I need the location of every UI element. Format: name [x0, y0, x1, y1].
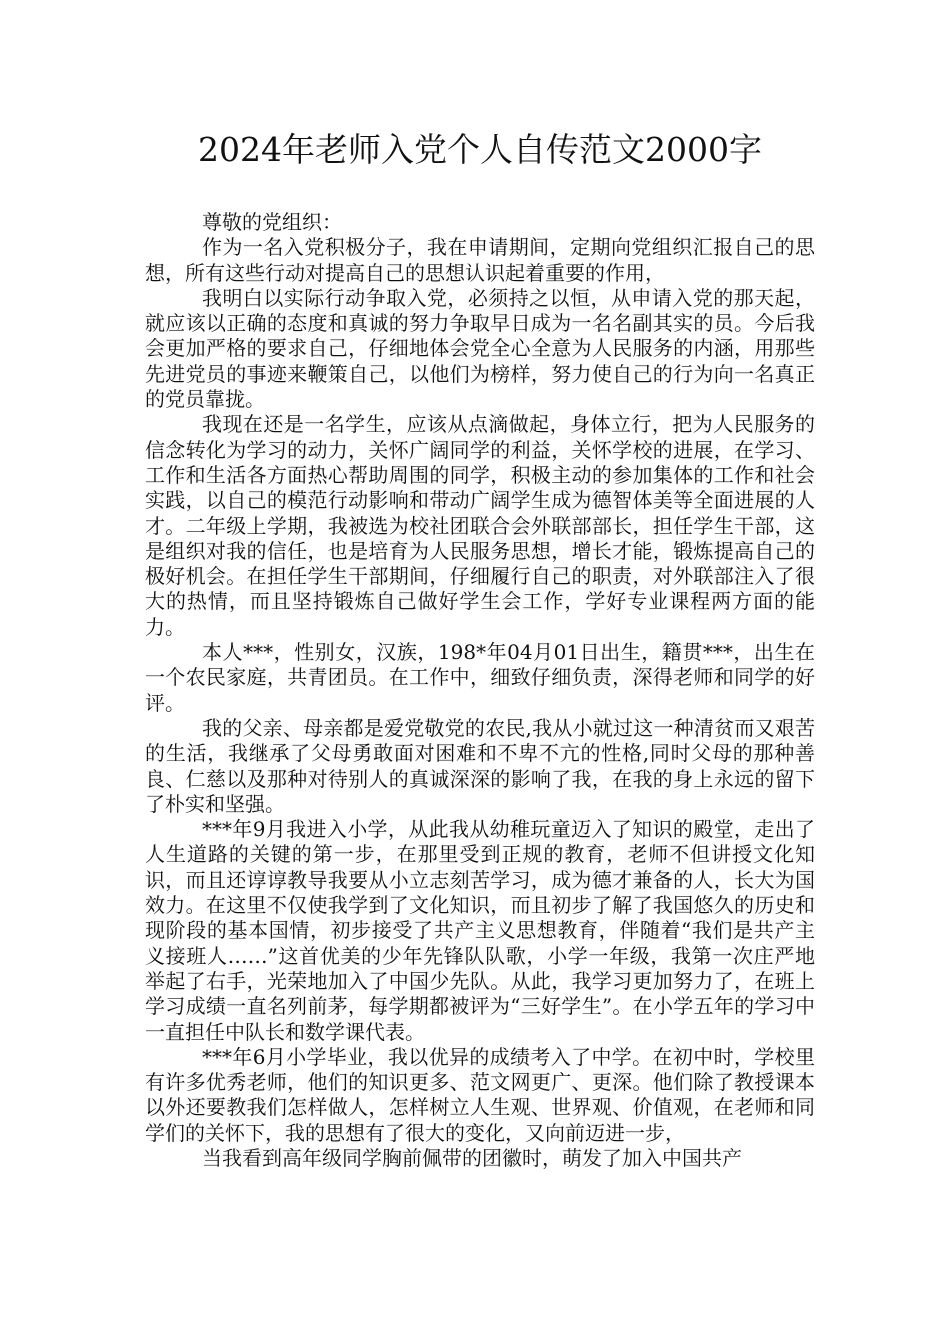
body-paragraph: ***年9月我进入小学，从此我从幼稚玩童迈入了知识的殿堂，走出了人生道路的关键的第一步，在那里受到正规的教育，老师不但讲授文化知识，而且还谆谆教导我要从小立志刻苦学习，成为德才兼备的人，长大为国效力。在这里不仅使我学到了文化知识，而且初步了解了我国悠久的历史和现阶段的基本国情，初步接受了共产主义思想教育，伴随着“我们是共产主义接班人……”这首优美的少年先锋队队歌，小学一年级，我第一次庄严地举起了右手，光荣地加入了中国少先队。从此，我学习更加努力了，在班上学习成绩一直名列前茅，每学期都被评为“三好学生”。在小学五年的学习中一直担任中队长和数学课代表。 — [145, 817, 815, 1044]
document-page — [145, 120, 815, 1171]
body-paragraph: 我明白以实际行动争取入党，必须持之以恒，从申请入党的那天起，就应该以正确的态度和真诚的努力争取早日成为一名名副其实的员。今后我会更加严格的要求自己，仔细地体会党全心全意为人民服务的内涵，用那些先进党员的事迹来鞭策自己，以他们为榜样，努力使自己的行为向一名真正的党员靠拢。 — [145, 285, 815, 412]
salutation: 尊敬的党组织： — [202, 210, 342, 234]
body-paragraph: 当我看到高年级同学胸前佩带的团徽时，萌发了加入中国共产 — [202, 1145, 742, 1170]
body-paragraph: 我现在还是一名学生，应该从点滴做起，身体立行，把为人民服务的信念转化为学习的动力，关怀广阔同学的利益，关怀学校的进展，在学习、工作和生活各方面热心帮助周围的同学，积极主动的参加集体的工作和社会实践，以自己的模范行动影响和带动广阔学生成为德智体美等全面进展的人才。二年级上学期，我被选为校社团联合会外联部部长，担任学生干部，这是组织对我的信任，也是培育为人民服务思想，增长才能，锻炼提高自己的极好机会。在担任学生干部期间，仔细履行自己的职责，对外联部注入了很大的热情，而且坚持锻炼自己做好学生会工作，学好专业课程两方面的能力。 — [145, 412, 815, 639]
body-paragraph: 作为一名入党积极分子，我在申请期间，定期向党组织汇报自己的思想，所有这些行动对提高自己的思想认识起着重要的作用， — [145, 235, 815, 285]
body-paragraph: 我的父亲、母亲都是爱党敬党的农民,我从小就过这一种清贫而又艰苦的生活，我继承了父母勇敢面对困难和不卑不亢的性格,同时父母的那种善良、仁慈以及那种对待别人的真诚深深的影响了我，在我的身上永远的留下了朴实和坚强。 — [145, 715, 815, 816]
document-title: 2024年老师入党个人自传范文2000字 — [198, 130, 762, 169]
body-paragraph: ***年6月小学毕业，我以优异的成绩考入了中学。在初中时，学校里有许多优秀老师，他们的知识更多、范文网更广、更深。他们除了教授课本以外还要教我们怎样做人，怎样树立人生观、世界观、价值观，在老师和同学们的关怀下，我的思想有了很大的变化，又向前迈进一步， — [145, 1044, 815, 1145]
body-paragraph: 本人***，性别女，汉族，198*年04月01日出生，籍贯***，出生在一个农民家庭，共青团员。在工作中，细致仔细负责，深得老师和同学的好评。 — [145, 640, 815, 715]
